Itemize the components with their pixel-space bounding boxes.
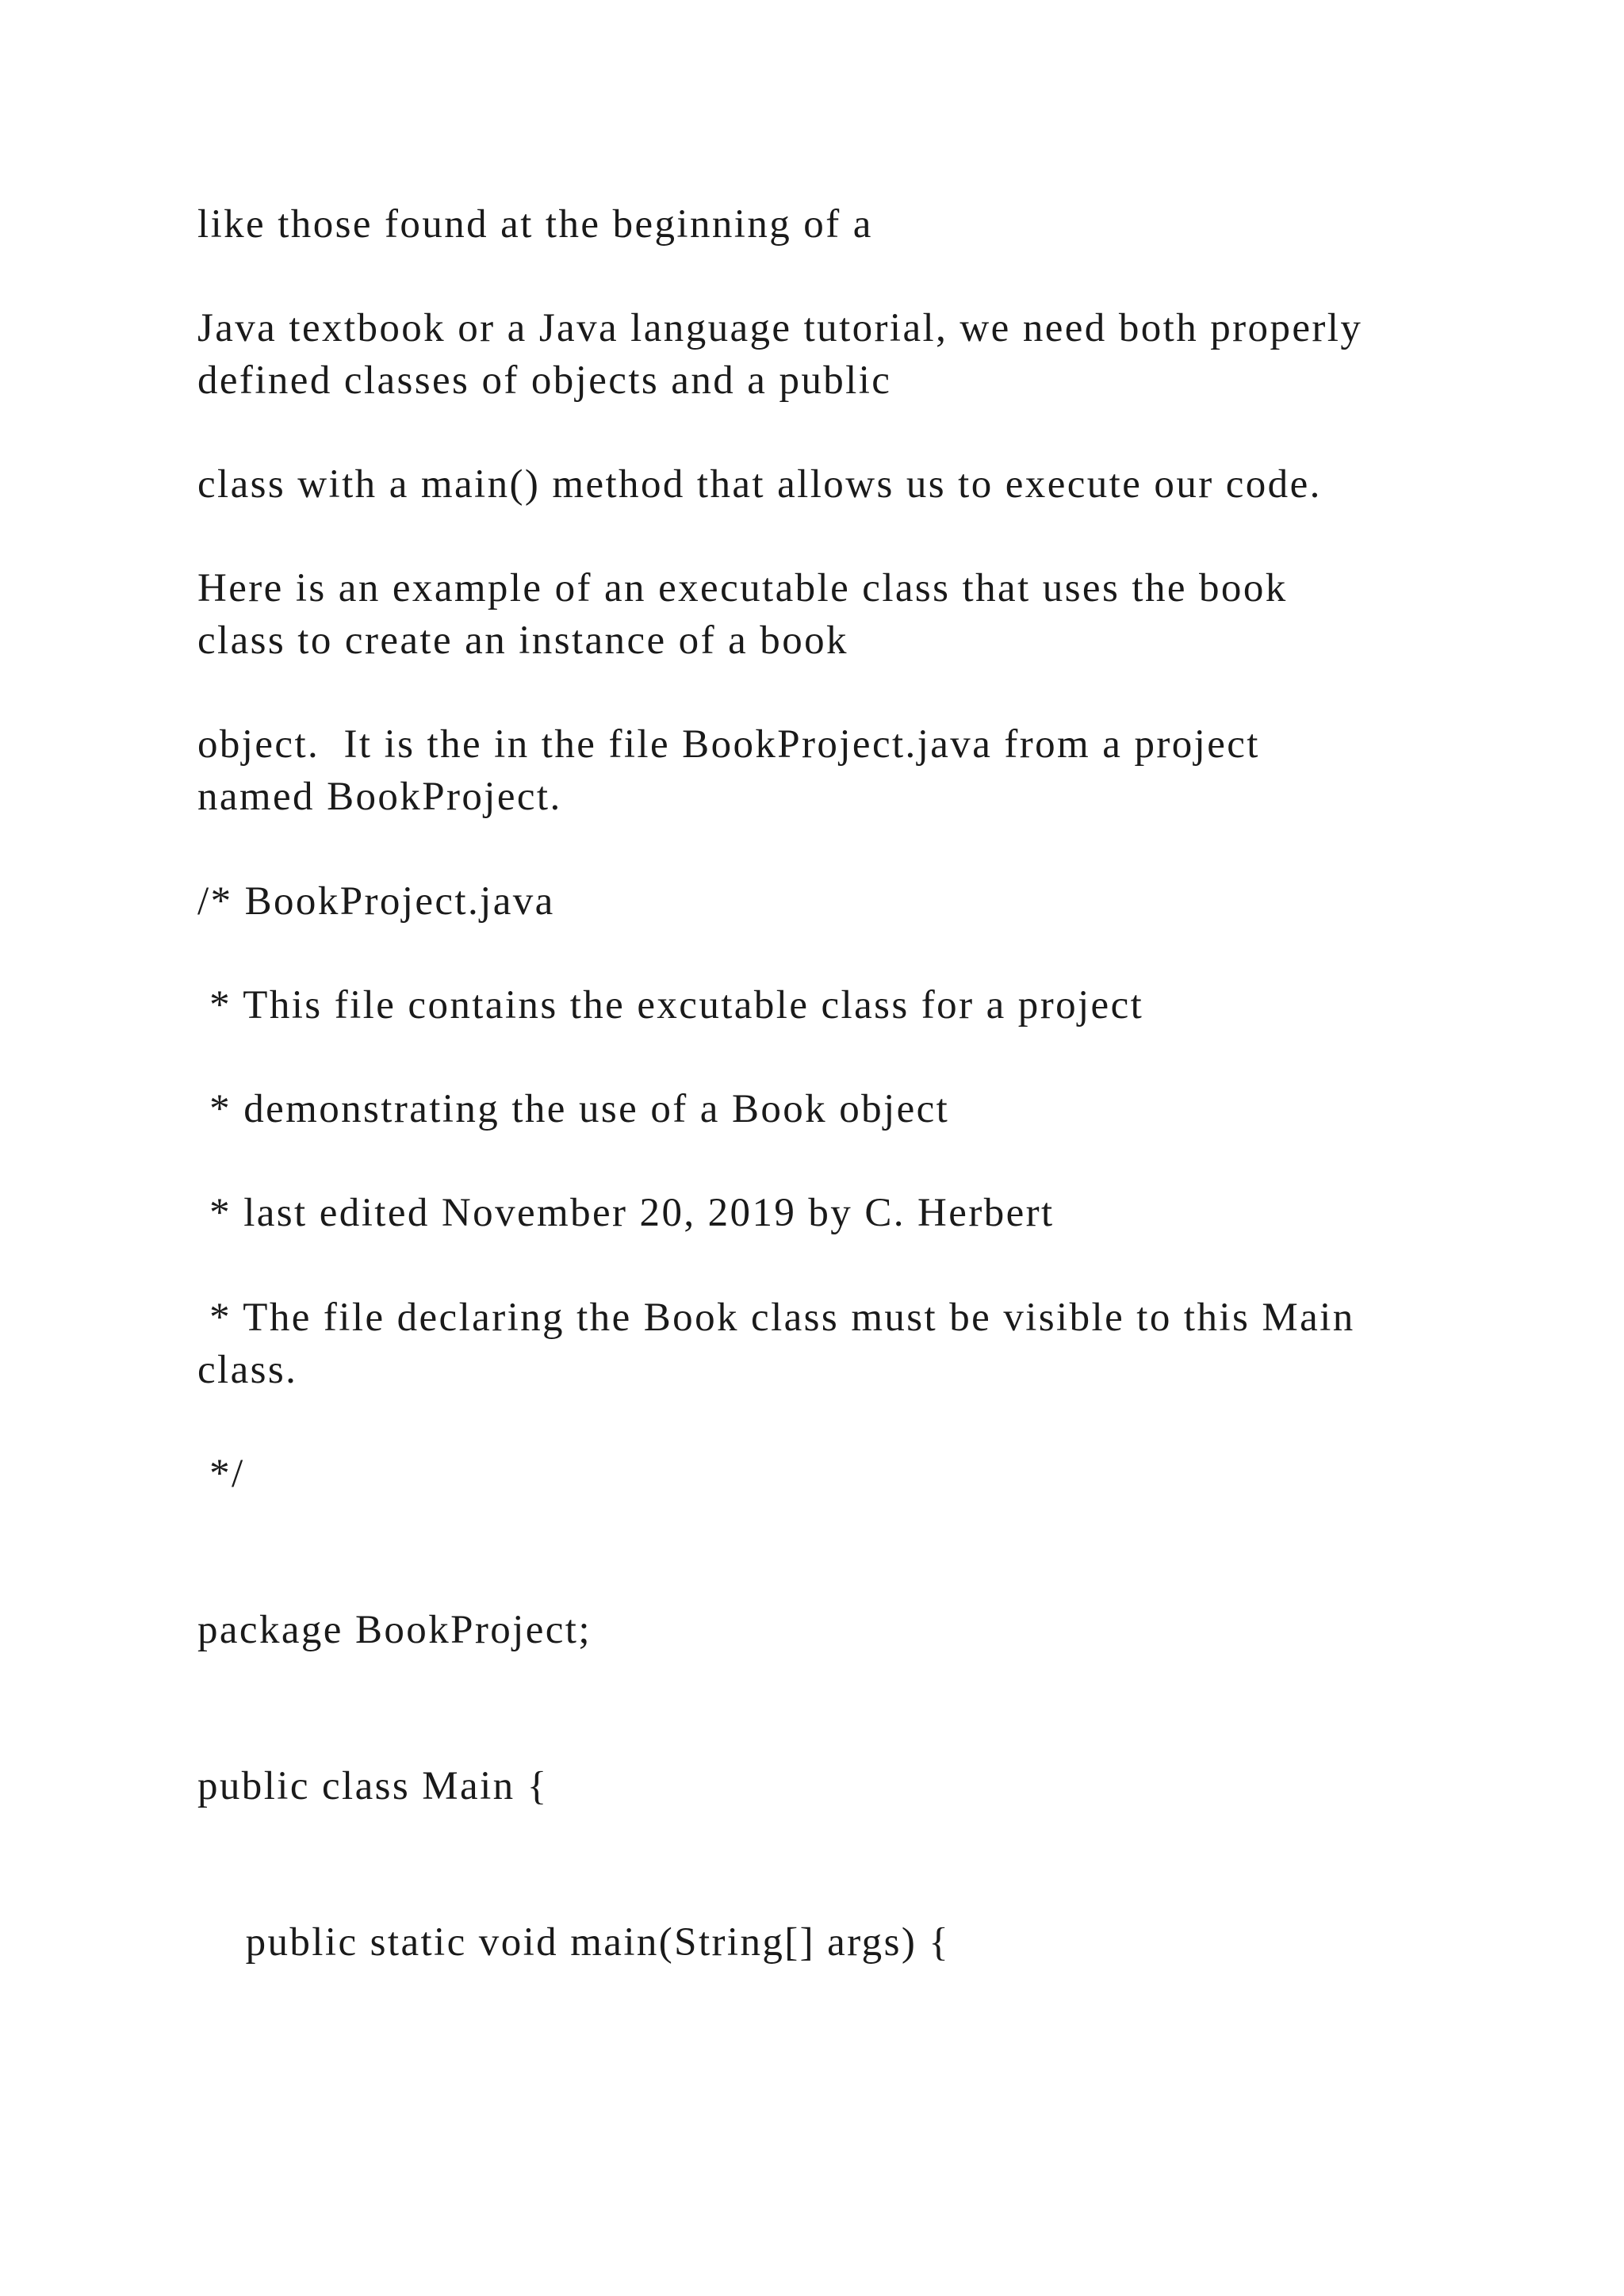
code-comment-line-4: * last edited November 20, 2019 by C. Herbert <box>197 1191 1055 1235</box>
text-line-1: like those found at the beginning of a <box>197 202 873 247</box>
code-package-line: package BookProject; <box>197 1608 592 1652</box>
text-line-2: Java textbook or a Java language tutorial, we need both properly <box>197 306 1363 350</box>
code-class-line: public class Main { <box>197 1764 549 1808</box>
code-comment-line-5: * The file declaring the Book class must be visible to this Main <box>197 1295 1355 1340</box>
code-main-method-line: public static void main(String[] args) { <box>197 1920 951 1965</box>
text-line-5: Here is an example of an executable class that uses the book <box>197 566 1288 610</box>
text-line-3: defined classes of objects and a public <box>197 358 892 403</box>
text-line-6: class to create an instance of a book <box>197 618 848 663</box>
text-line-8: named BookProject. <box>197 775 562 819</box>
code-comment-line-3: * demonstrating the use of a Book object <box>197 1087 950 1131</box>
code-comment-end: */ <box>197 1452 245 1496</box>
text-line-4: class with a main() method that allows us to execute our code. <box>197 462 1322 507</box>
code-comment-line-6: class. <box>197 1348 298 1392</box>
code-comment-line-1: /* BookProject.java <box>197 879 555 924</box>
code-comment-line-2: * This file contains the excutable class for a project <box>197 983 1144 1027</box>
text-line-7: object. It is the in the file BookProject.java from a project <box>197 722 1260 767</box>
